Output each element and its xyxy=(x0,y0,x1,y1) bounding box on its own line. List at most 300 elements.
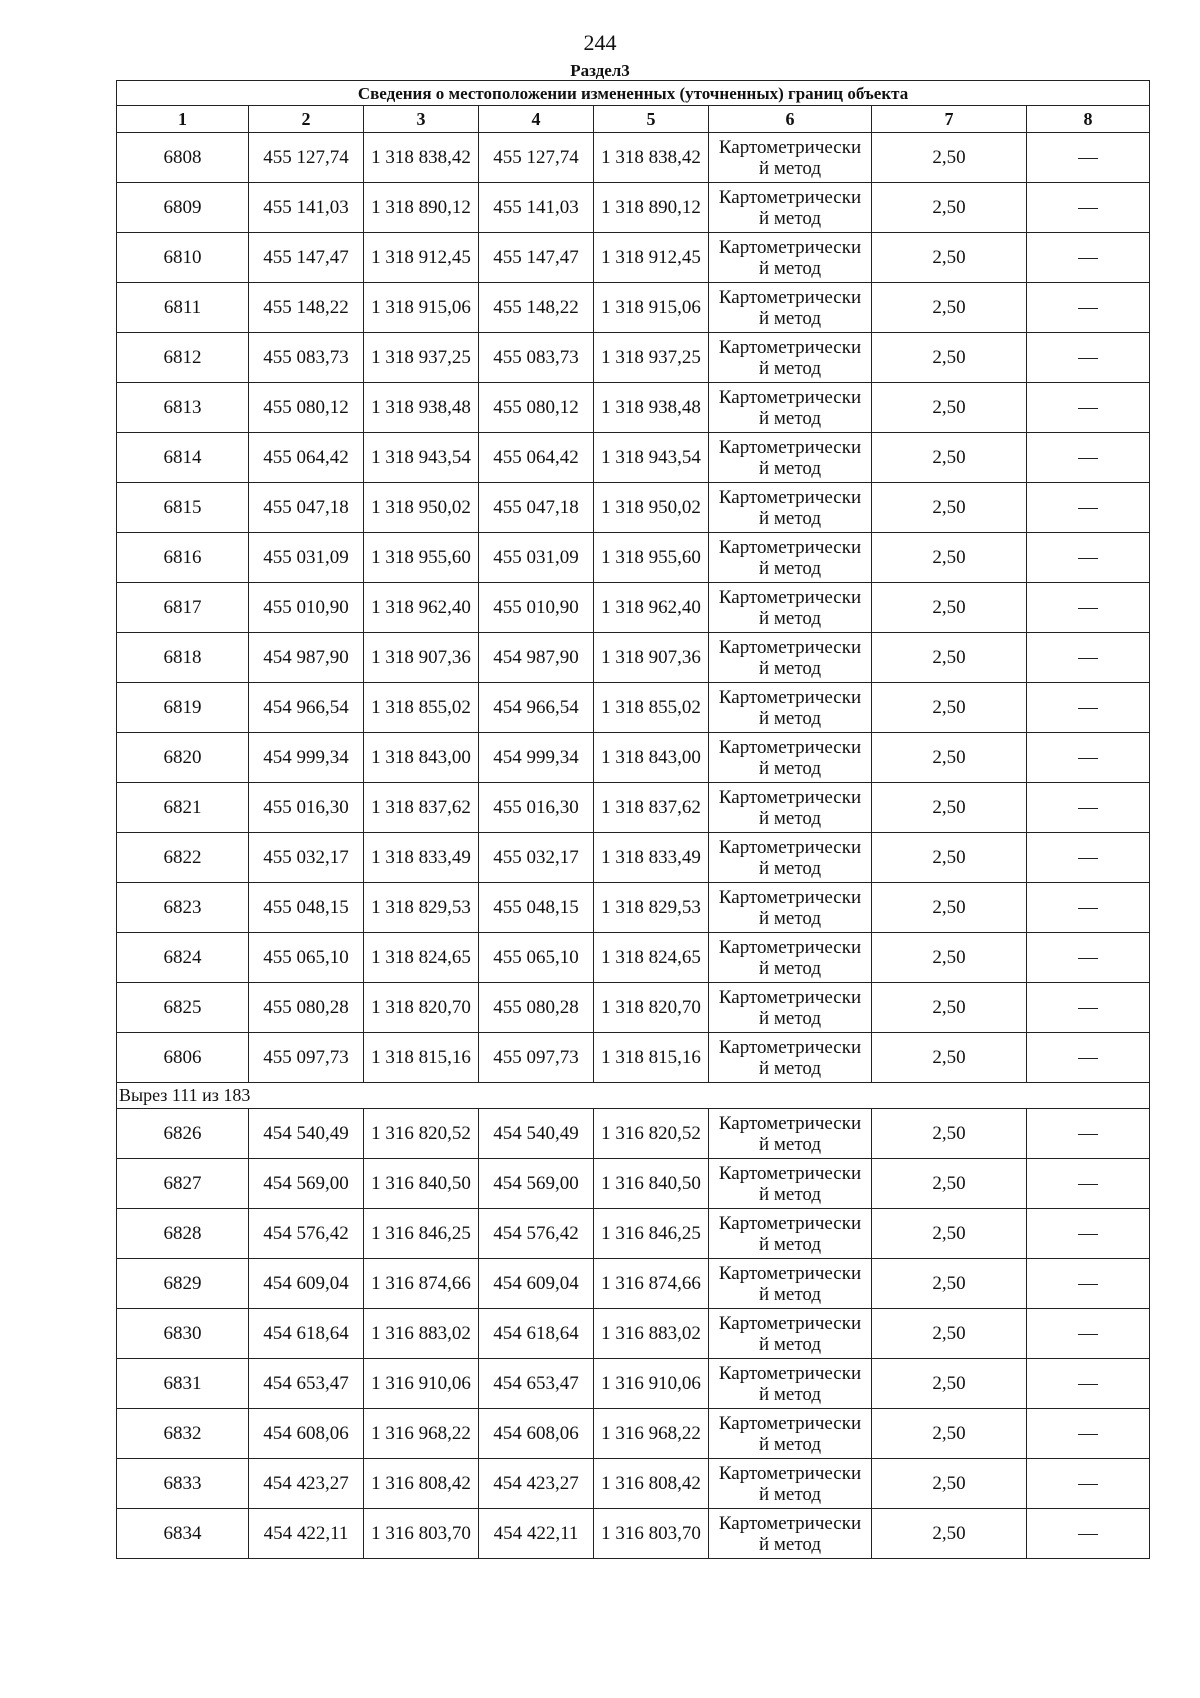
method-line-2: й метод xyxy=(758,957,822,979)
dash-mark xyxy=(1078,1058,1098,1059)
method-cell xyxy=(709,183,872,233)
y-existing-cell: 1 318 955,60 xyxy=(364,533,479,583)
dash-mark xyxy=(1078,358,1098,359)
method-line-1: Картометрически xyxy=(718,1112,862,1134)
dash-mark xyxy=(1078,258,1098,259)
accuracy-cell: 2,50 xyxy=(872,633,1027,683)
table-row xyxy=(117,533,1150,583)
method-line-2: й метод xyxy=(758,1183,822,1205)
column-header: 4 xyxy=(479,106,594,133)
method-line-1: Картометрически xyxy=(718,1262,862,1284)
y-existing-cell: 1 318 820,70 xyxy=(364,983,479,1033)
accuracy-cell: 2,50 xyxy=(872,333,1027,383)
y-existing-cell: 1 318 833,49 xyxy=(364,833,479,883)
method-line-2: й метод xyxy=(758,157,822,179)
point-number-cell: 6818 xyxy=(117,633,249,683)
table-row xyxy=(117,383,1150,433)
table-row xyxy=(117,683,1150,733)
method-line-2: й метод xyxy=(758,1233,822,1255)
dash-mark xyxy=(1078,958,1098,959)
point-number-cell: 6816 xyxy=(117,533,249,583)
y-new-cell: 1 316 874,66 xyxy=(594,1259,709,1309)
y-new-cell: 1 318 915,06 xyxy=(594,283,709,333)
dash-mark xyxy=(1078,1334,1098,1335)
y-new-cell: 1 318 843,00 xyxy=(594,733,709,783)
method-cell xyxy=(709,1033,872,1083)
point-number-cell: 6822 xyxy=(117,833,249,883)
y-existing-cell: 1 316 820,52 xyxy=(364,1109,479,1159)
y-existing-cell: 1 318 937,25 xyxy=(364,333,479,383)
x-new-cell: 454 609,04 xyxy=(479,1259,594,1309)
accuracy-cell: 2,50 xyxy=(872,1359,1027,1409)
table-row xyxy=(117,233,1150,283)
point-number-cell: 6826 xyxy=(117,1109,249,1159)
dash-mark xyxy=(1078,1134,1098,1135)
point-number-cell: 6827 xyxy=(117,1159,249,1209)
method-line-2: й метод xyxy=(758,1133,822,1155)
method-cell xyxy=(709,433,872,483)
method-line-2: й метод xyxy=(758,857,822,879)
y-existing-cell: 1 318 915,06 xyxy=(364,283,479,333)
method-cell xyxy=(709,233,872,283)
y-new-cell: 1 318 837,62 xyxy=(594,783,709,833)
method-line-2: й метод xyxy=(758,807,822,829)
method-line-2: й метод xyxy=(758,557,822,579)
x-existing-cell: 455 065,10 xyxy=(249,933,364,983)
method-cell xyxy=(709,383,872,433)
x-existing-cell: 455 097,73 xyxy=(249,1033,364,1083)
description-cell xyxy=(1027,783,1150,833)
description-cell xyxy=(1027,733,1150,783)
method-line-2: й метод xyxy=(758,207,822,229)
y-existing-cell: 1 318 950,02 xyxy=(364,483,479,533)
y-existing-cell: 1 318 943,54 xyxy=(364,433,479,483)
point-number-cell: 6806 xyxy=(117,1033,249,1083)
table-row xyxy=(117,1409,1150,1459)
x-existing-cell: 454 576,42 xyxy=(249,1209,364,1259)
y-existing-cell: 1 316 840,50 xyxy=(364,1159,479,1209)
method-line-2: й метод xyxy=(758,1433,822,1455)
x-new-cell: 455 147,47 xyxy=(479,233,594,283)
dash-mark xyxy=(1078,1184,1098,1185)
description-cell xyxy=(1027,383,1150,433)
point-number-cell: 6831 xyxy=(117,1359,249,1409)
x-existing-cell: 455 141,03 xyxy=(249,183,364,233)
y-existing-cell: 1 316 910,06 xyxy=(364,1359,479,1409)
x-new-cell: 454 966,54 xyxy=(479,683,594,733)
table-row xyxy=(117,1209,1150,1259)
dash-mark xyxy=(1078,158,1098,159)
accuracy-cell: 2,50 xyxy=(872,433,1027,483)
accuracy-cell: 2,50 xyxy=(872,383,1027,433)
dash-mark xyxy=(1078,658,1098,659)
y-new-cell: 1 316 840,50 xyxy=(594,1159,709,1209)
accuracy-cell: 2,50 xyxy=(872,1309,1027,1359)
method-line-2: й метод xyxy=(758,1007,822,1029)
x-existing-cell: 455 080,12 xyxy=(249,383,364,433)
method-line-2: й метод xyxy=(758,457,822,479)
description-cell xyxy=(1027,1033,1150,1083)
x-existing-cell: 455 147,47 xyxy=(249,233,364,283)
dash-mark xyxy=(1078,1534,1098,1535)
x-new-cell: 455 031,09 xyxy=(479,533,594,583)
point-number-cell: 6829 xyxy=(117,1259,249,1309)
column-header: 8 xyxy=(1027,106,1150,133)
x-new-cell: 454 653,47 xyxy=(479,1359,594,1409)
method-cell xyxy=(709,1209,872,1259)
y-existing-cell: 1 316 808,42 xyxy=(364,1459,479,1509)
dash-mark xyxy=(1078,558,1098,559)
table-row xyxy=(117,483,1150,533)
y-new-cell: 1 318 855,02 xyxy=(594,683,709,733)
table-row xyxy=(117,1309,1150,1359)
x-existing-cell: 454 966,54 xyxy=(249,683,364,733)
x-existing-cell: 455 032,17 xyxy=(249,833,364,883)
method-line-2: й метод xyxy=(758,657,822,679)
y-new-cell: 1 318 943,54 xyxy=(594,433,709,483)
point-number-cell: 6830 xyxy=(117,1309,249,1359)
table-row xyxy=(117,733,1150,783)
table-row xyxy=(117,883,1150,933)
method-line-1: Картометрически xyxy=(718,936,862,958)
dash-mark xyxy=(1078,608,1098,609)
method-line-1: Картометрически xyxy=(718,786,862,808)
dash-mark xyxy=(1078,1384,1098,1385)
method-line-2: й метод xyxy=(758,1283,822,1305)
accuracy-cell: 2,50 xyxy=(872,1259,1027,1309)
y-new-cell: 1 318 820,70 xyxy=(594,983,709,1033)
table-row xyxy=(117,983,1150,1033)
accuracy-cell: 2,50 xyxy=(872,533,1027,583)
cut-label: Вырез 111 из 183 xyxy=(117,1083,1150,1109)
description-cell xyxy=(1027,633,1150,683)
x-existing-cell: 455 031,09 xyxy=(249,533,364,583)
y-existing-cell: 1 318 815,16 xyxy=(364,1033,479,1083)
y-new-cell: 1 316 846,25 xyxy=(594,1209,709,1259)
x-new-cell: 454 576,42 xyxy=(479,1209,594,1259)
method-line-2: й метод xyxy=(758,407,822,429)
column-header: 2 xyxy=(249,106,364,133)
dash-mark xyxy=(1078,908,1098,909)
method-line-1: Картометрически xyxy=(718,586,862,608)
point-number-cell: 6828 xyxy=(117,1209,249,1259)
point-number-cell: 6811 xyxy=(117,283,249,333)
y-existing-cell: 1 318 829,53 xyxy=(364,883,479,933)
y-existing-cell: 1 318 855,02 xyxy=(364,683,479,733)
method-line-2: й метод xyxy=(758,507,822,529)
x-new-cell: 455 047,18 xyxy=(479,483,594,533)
table-row xyxy=(117,433,1150,483)
method-line-2: й метод xyxy=(758,1057,822,1079)
method-line-1: Картометрически xyxy=(718,1162,862,1184)
method-line-1: Картометрически xyxy=(718,1362,862,1384)
y-new-cell: 1 316 820,52 xyxy=(594,1109,709,1159)
x-new-cell: 455 048,15 xyxy=(479,883,594,933)
column-header: 6 xyxy=(709,106,872,133)
method-line-2: й метод xyxy=(758,307,822,329)
accuracy-cell: 2,50 xyxy=(872,933,1027,983)
column-header: 5 xyxy=(594,106,709,133)
y-new-cell: 1 318 890,12 xyxy=(594,183,709,233)
method-line-1: Картометрически xyxy=(718,286,862,308)
y-existing-cell: 1 318 837,62 xyxy=(364,783,479,833)
x-existing-cell: 454 609,04 xyxy=(249,1259,364,1309)
method-line-1: Картометрически xyxy=(718,536,862,558)
y-existing-cell: 1 318 962,40 xyxy=(364,583,479,633)
y-new-cell: 1 318 833,49 xyxy=(594,833,709,883)
x-new-cell: 454 618,64 xyxy=(479,1309,594,1359)
y-new-cell: 1 318 937,25 xyxy=(594,333,709,383)
description-cell xyxy=(1027,1259,1150,1309)
method-line-1: Картометрически xyxy=(718,1312,862,1334)
method-line-2: й метод xyxy=(758,1533,822,1555)
method-line-1: Картометрически xyxy=(718,1212,862,1234)
method-cell xyxy=(709,633,872,683)
dash-mark xyxy=(1078,1484,1098,1485)
y-new-cell: 1 318 912,45 xyxy=(594,233,709,283)
description-cell xyxy=(1027,533,1150,583)
method-cell xyxy=(709,1109,872,1159)
method-line-1: Картометрически xyxy=(718,336,862,358)
method-line-1: Картометрически xyxy=(718,486,862,508)
description-cell xyxy=(1027,1359,1150,1409)
accuracy-cell: 2,50 xyxy=(872,283,1027,333)
y-new-cell: 1 316 910,06 xyxy=(594,1359,709,1409)
x-new-cell: 455 032,17 xyxy=(479,833,594,883)
y-existing-cell: 1 318 838,42 xyxy=(364,133,479,183)
method-line-1: Картометрически xyxy=(718,1412,862,1434)
dash-mark xyxy=(1078,508,1098,509)
method-line-1: Картометрически xyxy=(718,886,862,908)
table-row xyxy=(117,183,1150,233)
point-number-cell: 6808 xyxy=(117,133,249,183)
x-existing-cell: 455 048,15 xyxy=(249,883,364,933)
point-number-cell: 6815 xyxy=(117,483,249,533)
method-cell xyxy=(709,483,872,533)
point-number-cell: 6812 xyxy=(117,333,249,383)
x-new-cell: 455 127,74 xyxy=(479,133,594,183)
table-row xyxy=(117,283,1150,333)
method-line-1: Картометрически xyxy=(718,1512,862,1534)
method-line-2: й метод xyxy=(758,1333,822,1355)
x-existing-cell: 454 540,49 xyxy=(249,1109,364,1159)
description-cell xyxy=(1027,183,1150,233)
accuracy-cell: 2,50 xyxy=(872,133,1027,183)
point-number-cell: 6833 xyxy=(117,1459,249,1509)
x-existing-cell: 454 618,64 xyxy=(249,1309,364,1359)
y-new-cell: 1 318 962,40 xyxy=(594,583,709,633)
method-line-2: й метод xyxy=(758,1383,822,1405)
x-new-cell: 455 083,73 xyxy=(479,333,594,383)
x-existing-cell: 454 423,27 xyxy=(249,1459,364,1509)
x-existing-cell: 455 064,42 xyxy=(249,433,364,483)
point-number-cell: 6832 xyxy=(117,1409,249,1459)
method-cell xyxy=(709,833,872,883)
section-title: Раздел3 xyxy=(570,61,630,80)
description-cell xyxy=(1027,483,1150,533)
accuracy-cell: 2,50 xyxy=(872,183,1027,233)
point-number-cell: 6817 xyxy=(117,583,249,633)
accuracy-cell: 2,50 xyxy=(872,1409,1027,1459)
x-existing-cell: 455 047,18 xyxy=(249,483,364,533)
x-new-cell: 455 141,03 xyxy=(479,183,594,233)
accuracy-cell: 2,50 xyxy=(872,833,1027,883)
y-existing-cell: 1 316 883,02 xyxy=(364,1309,479,1359)
point-number-cell: 6824 xyxy=(117,933,249,983)
description-cell xyxy=(1027,1109,1150,1159)
method-line-1: Картометрически xyxy=(718,436,862,458)
x-existing-cell: 454 422,11 xyxy=(249,1509,364,1559)
column-header: 3 xyxy=(364,106,479,133)
x-new-cell: 454 608,06 xyxy=(479,1409,594,1459)
method-line-1: Картометрически xyxy=(718,686,862,708)
accuracy-cell: 2,50 xyxy=(872,1509,1027,1559)
y-existing-cell: 1 316 874,66 xyxy=(364,1259,479,1309)
x-new-cell: 455 080,12 xyxy=(479,383,594,433)
table-row xyxy=(117,583,1150,633)
method-cell xyxy=(709,1259,872,1309)
method-line-2: й метод xyxy=(758,907,822,929)
method-cell xyxy=(709,1459,872,1509)
y-new-cell: 1 318 907,36 xyxy=(594,633,709,683)
method-cell xyxy=(709,883,872,933)
method-cell xyxy=(709,933,872,983)
y-existing-cell: 1 318 824,65 xyxy=(364,933,479,983)
x-existing-cell: 455 148,22 xyxy=(249,283,364,333)
method-line-2: й метод xyxy=(758,357,822,379)
description-cell xyxy=(1027,1209,1150,1259)
x-new-cell: 454 987,90 xyxy=(479,633,594,683)
accuracy-cell: 2,50 xyxy=(872,883,1027,933)
table-row xyxy=(117,333,1150,383)
description-cell xyxy=(1027,133,1150,183)
y-existing-cell: 1 318 890,12 xyxy=(364,183,479,233)
dash-mark xyxy=(1078,708,1098,709)
description-cell xyxy=(1027,333,1150,383)
point-number-cell: 6825 xyxy=(117,983,249,1033)
method-line-1: Картометрически xyxy=(718,736,862,758)
x-existing-cell: 455 080,28 xyxy=(249,983,364,1033)
description-cell xyxy=(1027,883,1150,933)
x-existing-cell: 455 010,90 xyxy=(249,583,364,633)
x-new-cell: 454 569,00 xyxy=(479,1159,594,1209)
accuracy-cell: 2,50 xyxy=(872,1033,1027,1083)
dash-mark xyxy=(1078,408,1098,409)
table-row xyxy=(117,783,1150,833)
description-cell xyxy=(1027,433,1150,483)
accuracy-cell: 2,50 xyxy=(872,783,1027,833)
table-caption: Сведения о местоположении измененных (уточненных) границ объекта xyxy=(117,81,1150,106)
point-number-cell: 6810 xyxy=(117,233,249,283)
x-existing-cell: 455 127,74 xyxy=(249,133,364,183)
y-new-cell: 1 318 838,42 xyxy=(594,133,709,183)
method-line-1: Картометрически xyxy=(718,636,862,658)
table-row xyxy=(117,133,1150,183)
method-cell xyxy=(709,533,872,583)
dash-mark xyxy=(1078,858,1098,859)
table-row xyxy=(117,1259,1150,1309)
x-existing-cell: 454 608,06 xyxy=(249,1409,364,1459)
description-cell xyxy=(1027,1509,1150,1559)
x-new-cell: 455 065,10 xyxy=(479,933,594,983)
x-new-cell: 455 097,73 xyxy=(479,1033,594,1083)
method-line-1: Картометрически xyxy=(718,836,862,858)
dash-mark xyxy=(1078,458,1098,459)
description-cell xyxy=(1027,983,1150,1033)
accuracy-cell: 2,50 xyxy=(872,233,1027,283)
x-existing-cell: 454 999,34 xyxy=(249,733,364,783)
method-cell xyxy=(709,983,872,1033)
y-existing-cell: 1 318 907,36 xyxy=(364,633,479,683)
x-new-cell: 454 999,34 xyxy=(479,733,594,783)
dash-mark xyxy=(1078,808,1098,809)
x-existing-cell: 455 083,73 xyxy=(249,333,364,383)
x-existing-cell: 455 016,30 xyxy=(249,783,364,833)
method-line-2: й метод xyxy=(758,607,822,629)
point-number-cell: 6820 xyxy=(117,733,249,783)
y-existing-cell: 1 316 803,70 xyxy=(364,1509,479,1559)
x-new-cell: 455 064,42 xyxy=(479,433,594,483)
table-row xyxy=(117,1109,1150,1159)
point-number-cell: 6823 xyxy=(117,883,249,933)
accuracy-cell: 2,50 xyxy=(872,1159,1027,1209)
method-line-1: Картометрически xyxy=(718,186,862,208)
y-existing-cell: 1 316 846,25 xyxy=(364,1209,479,1259)
y-new-cell: 1 316 803,70 xyxy=(594,1509,709,1559)
table-row xyxy=(117,1459,1150,1509)
accuracy-cell: 2,50 xyxy=(872,483,1027,533)
point-number-cell: 6819 xyxy=(117,683,249,733)
description-cell xyxy=(1027,683,1150,733)
y-existing-cell: 1 318 912,45 xyxy=(364,233,479,283)
boundary-table xyxy=(116,80,1150,1559)
method-line-1: Картометрически xyxy=(718,136,862,158)
y-new-cell: 1 318 955,60 xyxy=(594,533,709,583)
method-cell xyxy=(709,783,872,833)
y-existing-cell: 1 316 968,22 xyxy=(364,1409,479,1459)
method-line-2: й метод xyxy=(758,1483,822,1505)
y-new-cell: 1 316 968,22 xyxy=(594,1409,709,1459)
method-line-1: Картометрически xyxy=(718,1036,862,1058)
point-number-cell: 6813 xyxy=(117,383,249,433)
table-row xyxy=(117,1359,1150,1409)
accuracy-cell: 2,50 xyxy=(872,733,1027,783)
method-cell xyxy=(709,333,872,383)
table-row xyxy=(117,933,1150,983)
accuracy-cell: 2,50 xyxy=(872,1459,1027,1509)
method-line-1: Картометрически xyxy=(718,386,862,408)
method-line-2: й метод xyxy=(758,757,822,779)
description-cell xyxy=(1027,1409,1150,1459)
description-cell xyxy=(1027,933,1150,983)
description-cell xyxy=(1027,1309,1150,1359)
description-cell xyxy=(1027,283,1150,333)
method-cell xyxy=(709,683,872,733)
method-line-2: й метод xyxy=(758,707,822,729)
accuracy-cell: 2,50 xyxy=(872,1209,1027,1259)
dash-mark xyxy=(1078,1434,1098,1435)
header-row xyxy=(117,106,1150,133)
x-new-cell: 455 080,28 xyxy=(479,983,594,1033)
method-cell xyxy=(709,1159,872,1209)
x-new-cell: 455 148,22 xyxy=(479,283,594,333)
x-existing-cell: 454 653,47 xyxy=(249,1359,364,1409)
method-line-1: Картометрически xyxy=(718,1462,862,1484)
x-new-cell: 455 016,30 xyxy=(479,783,594,833)
table-row xyxy=(117,633,1150,683)
method-cell xyxy=(709,1409,872,1459)
description-cell xyxy=(1027,1159,1150,1209)
